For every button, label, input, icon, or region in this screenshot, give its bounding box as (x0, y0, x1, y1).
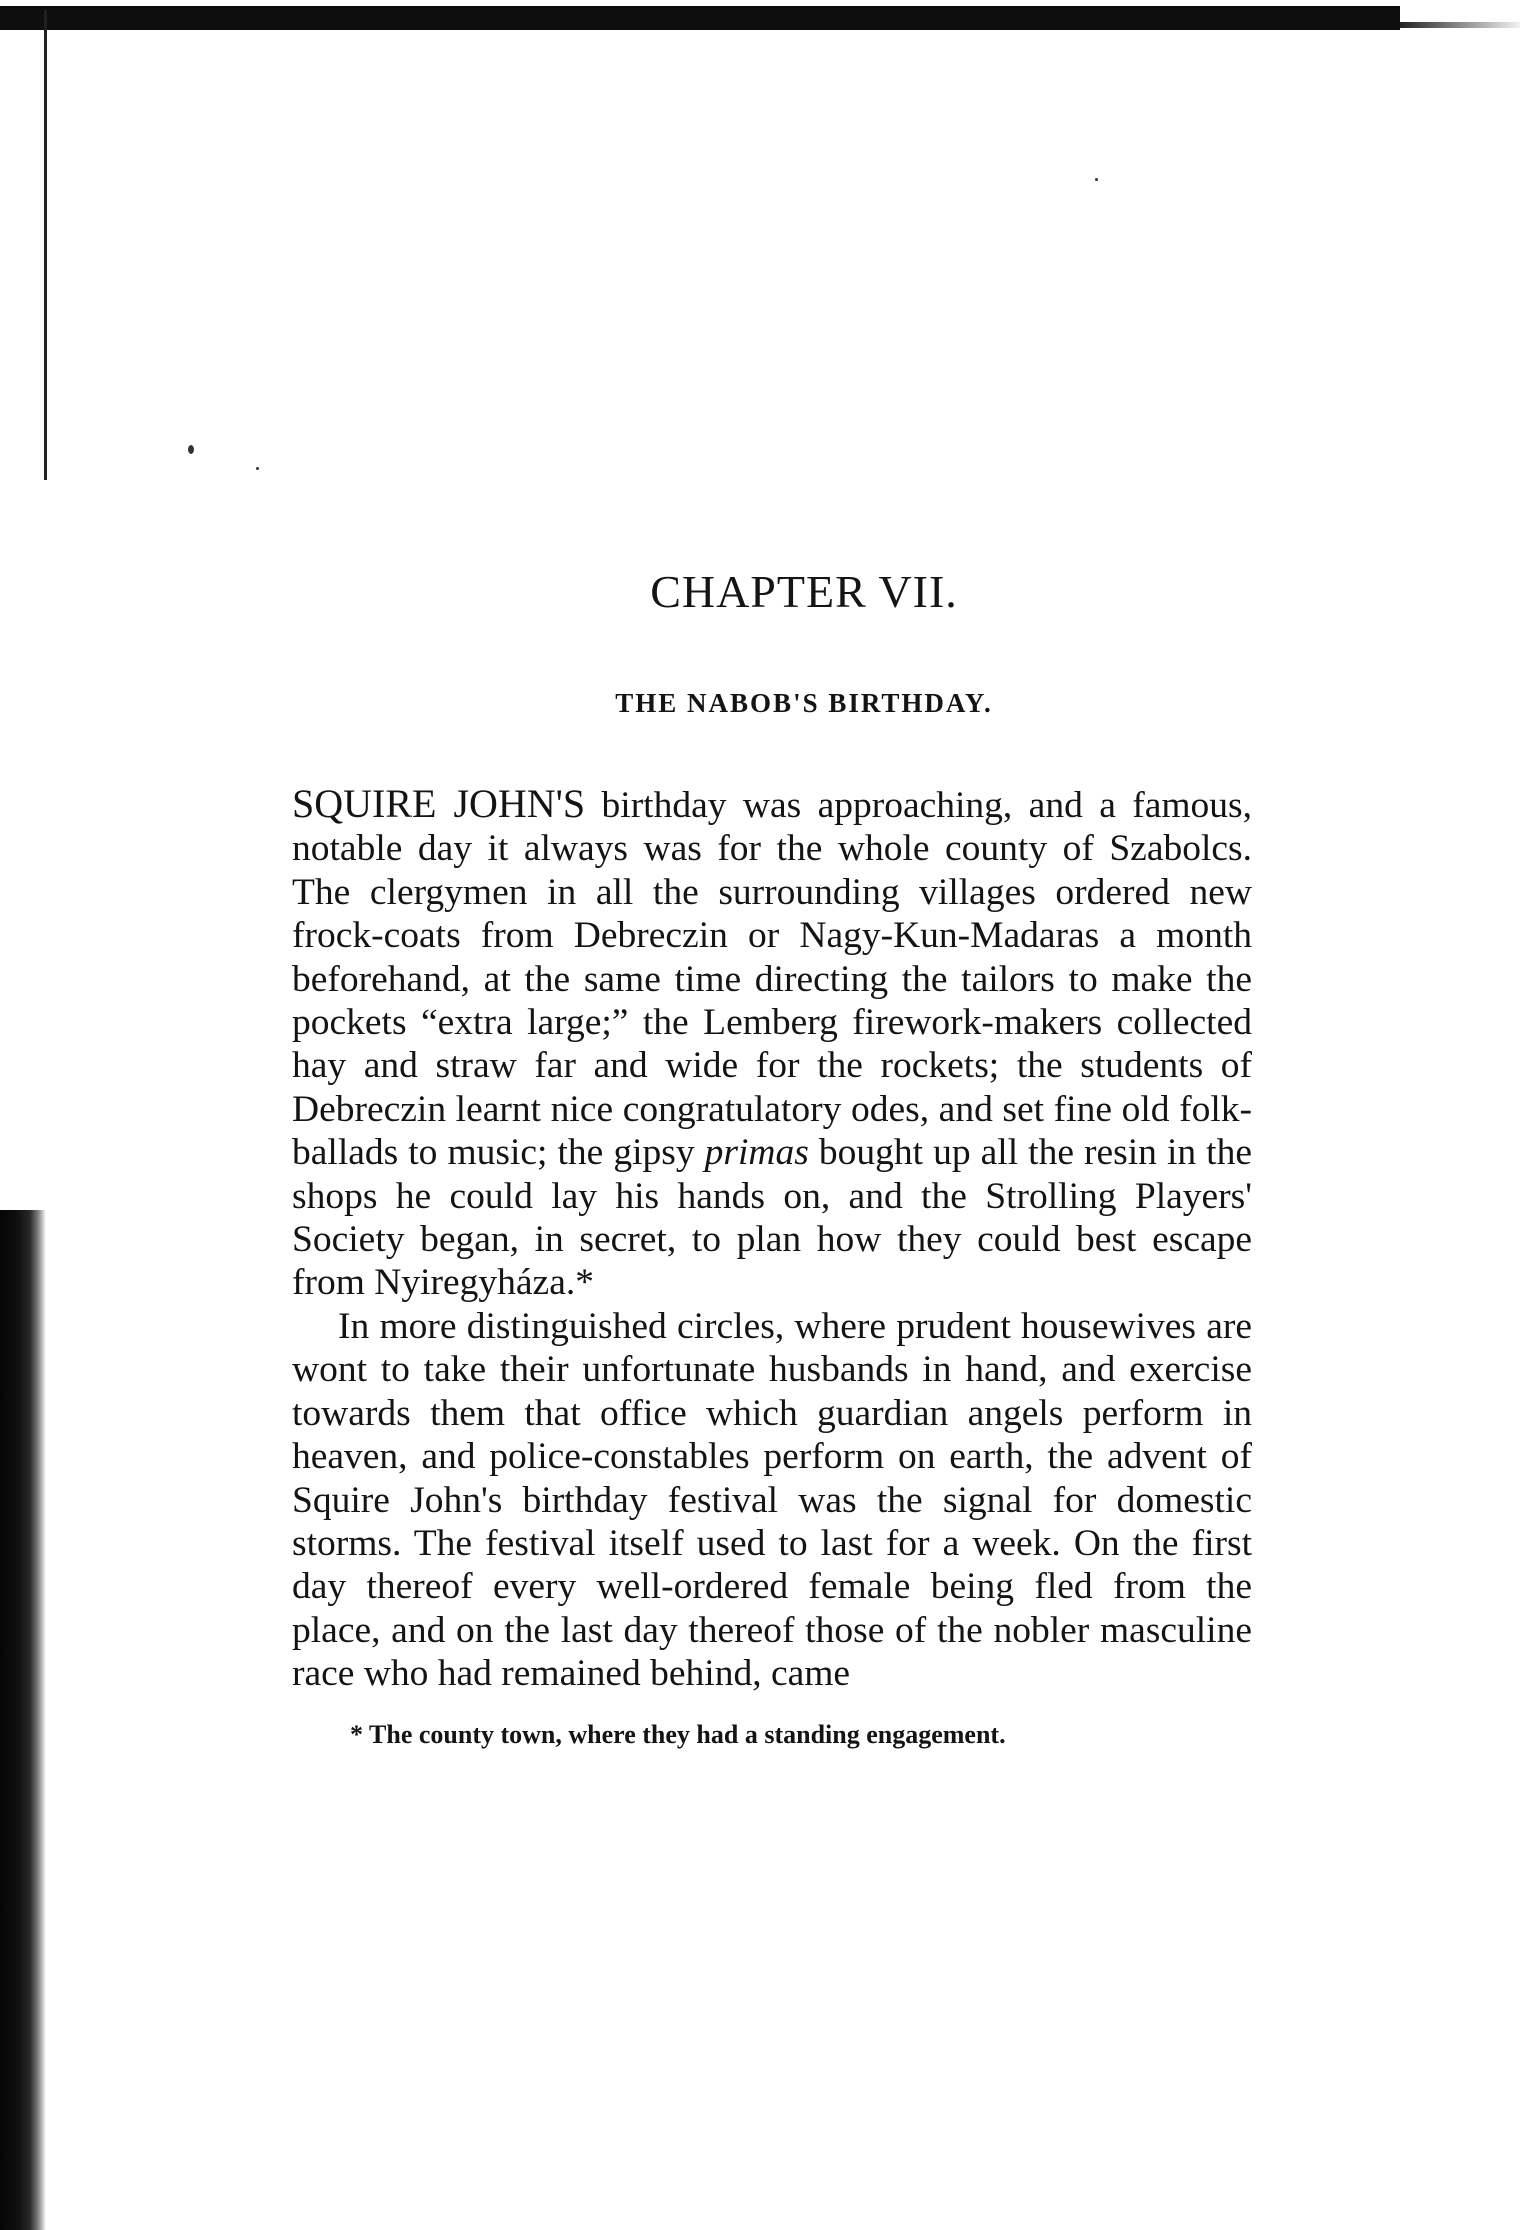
italic-word: primas (704, 1132, 809, 1174)
scan-left-page-edge (0, 1210, 46, 2230)
scan-speck (188, 445, 194, 454)
paragraph-2-text: In more distinguished circles, where prudent housewives are wont to take their unfortunate husbands in hand, and exercise towards them that office which guardian angels perform in heaven, and police-constables perform on earth, the advent of Squire John's birthday festival was the signal for domestic storms. The festival itself used to last for a week. On the first day thereof every well-ordered female being fled from the place, and on the last day thereof those of the nobler masculine race who had remained behind, came (292, 1305, 1252, 1695)
paragraph-2 (292, 1305, 1252, 1696)
chapter-subtitle: THE NABOB'S BIRTHDAY. (615, 688, 993, 718)
paragraph-1 (292, 782, 1252, 1305)
paragraph-1-part-b: bought up all the resin in the shops he could lay his hands on, and the Strolling Players' Society began, in secret, to plan how they could best escape from Nyiregyháza.* (292, 1132, 1252, 1304)
paragraph-1-part-a: birthday was approaching, and a famous, notable day it always was for the whole county of Szabolcs. The clergymen in all the surrounding villages ordered new frock-coats from Debreczin or Nagy-Kun-Madaras a month beforehand, at the same time directing the tailors to make the pockets “extra large;” the Lemberg firework-makers collected hay and straw far and wide for the rockets; the students of Debreczin learnt nice congratulatory odes, and set fine old folk-ballads to music; the gipsy (292, 785, 1252, 1174)
scan-top-border (0, 6, 1400, 30)
paragraph-1-text (292, 782, 1252, 1305)
scan-left-rule (44, 10, 47, 480)
scan-speck (256, 467, 259, 470)
chapter-title: CHAPTER VII. (650, 566, 958, 617)
paragraph-lead-small-caps: SQUIRE JOHN'S (292, 781, 586, 826)
footnote: * The county town, where they had a standing engagement. (350, 1719, 1006, 1749)
scan-top-border-fade (1400, 22, 1520, 28)
scan-speck (1095, 178, 1098, 181)
